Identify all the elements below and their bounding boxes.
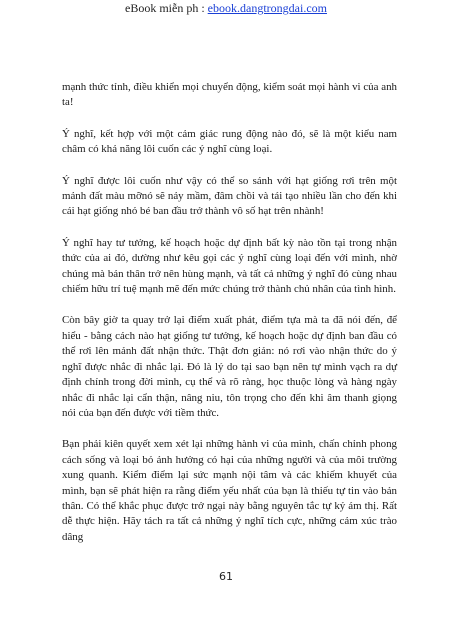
body-text — [62, 80, 397, 561]
header-prefix: eBook miễn ph : — [125, 1, 208, 15]
page-number: 61 — [219, 570, 233, 583]
paragraph: mạnh thức tỉnh, điều khiển mọi chuyển động, kiểm soát mọi hành vi của anh ta! — [62, 81, 397, 109]
paragraph: Ý nghĩ, kết hợp với một cảm giác rung động nào đó, sẽ là một kiểu nam châm có khả năng lôi cuốn các ý nghĩ cùng loại. — [62, 127, 397, 156]
paragraph: Còn bây giờ ta quay trở lại điểm xuất phát, điểm tựa mà ta đã nói đến, để hiểu - bằng cách nào hạt giống tư tưởng, kế hoạch hoặc dự định ban đầu có thể rơi lên mảnh đất nhận thức. Thật đơn giản: nó rơi vào nhận thức do ý nghĩ được nhắc đi nhắc lại. Đó là lý do tại sao bạn nên tự mình vạch ra dự định chính trong đời mình, cụ thể và rõ ràng, học thuộc lòng và hàng ngày nhắc đi nhắc lại cẩn thận, nâng niu, tôn trọng cho đến khi âm thanh giọng nói của bạn đến được với tiềm thức. — [62, 314, 397, 419]
paragraph: Ý nghĩ được lôi cuốn như vậy có thể so sánh với hạt giống rơi trên một mảnh đất màu mỡnó sẽ nảy mầm, đâm chồi và tái tạo nhiều lần cho đến khi cái hạt giống nhỏ bé ban đầu trở thành vô số hạt trên nhành! — [62, 174, 397, 218]
paragraph: Bạn phải kiên quyết xem xét lại những hành vi của mình, chấn chỉnh phong cách sống và loại bỏ ảnh hưởng có hại của những người và của môi trường xung quanh. Kiểm điểm lại sức mạnh nội tâm và các khiếm khuyết của mình, bạn sẽ phát hiện ra rằng điểm yếu nhất của bạn là thiếu tự tin vào bản thân. Có thể khắc phục được trở ngại này bằng nguyên tắc tự kỷ ám thị. Rất dễ thực hiện. Hãy tách ra tất cả những ý nghĩ tích cực, những cảm xúc trào dâng — [62, 438, 397, 543]
paragraph: Ý nghĩ hay tư tưởng, kế hoạch hoặc dự định bất kỳ nào tồn tại trong nhận thức của ai đó, dường như kêu gọi các ý nghĩ cùng loại đến với mình, nhờ chúng mà bản thân trở nên hùng mạnh, và tất cả những ý nghĩ đó cùng nhau chiếm hữu trí tuệ mạnh mẽ đến mức chúng trở thành chủ nhân của tình hình. — [62, 236, 397, 296]
page-header — [0, 0, 452, 16]
header-site-link[interactable]: ebook.dangtrongdai.com — [207, 1, 327, 15]
